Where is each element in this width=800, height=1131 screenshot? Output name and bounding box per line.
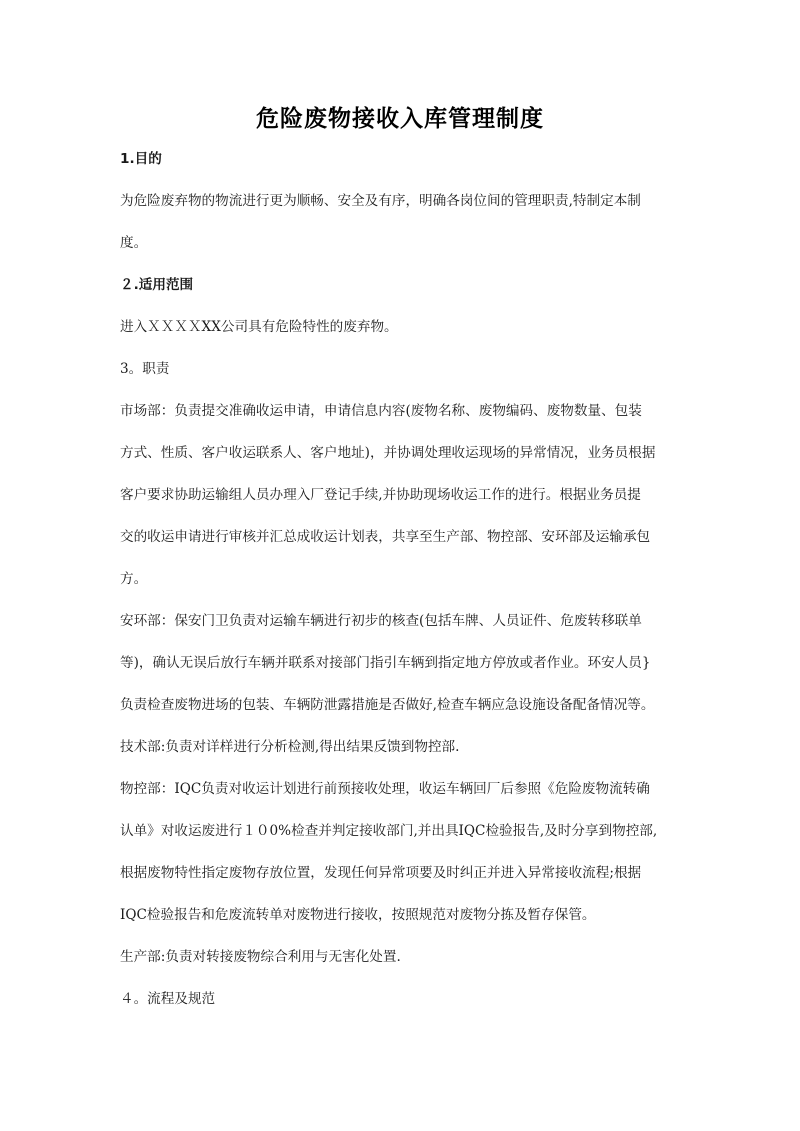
duty-material-line: IQC检验报告和危废流转单对废物进行接收，按照规范对废物分拣及暂存保管。 (120, 907, 596, 923)
duty-material-line: 认单》对收运废进行１０0%检查并判定接收部门,并出具IQC检验报告,及时分享到物控部, (120, 823, 658, 839)
duty-safety-line: 安环部：保安门卫负责对运输车辆进行初步的核查(包括车牌、人员证件、危废转移联单 (120, 613, 642, 629)
duty-market-line: 市场部：负责提交准确收运申请，申请信息内容(废物名称、废物编码、废物数量、包装 (120, 403, 642, 419)
duty-material-line: 根据废物特性指定废物存放位置，发现任何异常项要及时纠正并进入异常接收流程;根据 (120, 865, 642, 881)
duty-market-line: 交的收运申请进行审核并汇总成收运计划表，共享至生产部、物控部、安环部及运输承包 (120, 529, 651, 545)
duty-market-line: 方式、性质、客户收运联系人、客户地址)，并协调处理收运现场的异常情况，业务员根据 (120, 445, 656, 461)
purpose-line: 度。 (120, 235, 148, 251)
duty-market-line: 方。 (120, 571, 148, 587)
duty-safety-line: 负责检查废物进场的包装、车辆防泄露措施是否做好,检查车辆应急设施设备配备情况等。 (120, 697, 655, 713)
duty-safety-line: 等)，确认无误后放行车辆并联系对接部门指引车辆到指定地方停放或者作业。环安人员} (120, 655, 651, 671)
section-heading-scope: ２.适用范围 (120, 277, 194, 293)
duty-production-line: 生产部:负责对转接废物综合利用与无害化处置. (120, 949, 401, 965)
section-heading-duties: 3。职责 (120, 361, 170, 377)
purpose-line: 为危险废弃物的物流进行更为顺畅、安全及有序，明确各岗位间的管理职责,特制定本制 (120, 193, 641, 209)
section-heading-purpose: 1.目的 (120, 151, 162, 167)
scope-line: 进入ＸＸＸＸXX公司具有危险特性的废弃物。 (120, 319, 398, 335)
section-heading-process: ４。流程及规范 (120, 991, 216, 1007)
duty-market-line: 客户要求协助运输组人员办理入厂登记手续,并协助现场收运工作的进行。根据业务员提 (120, 487, 641, 503)
duty-tech-line: 技术部:负责对详样进行分析检测,得出结果反馈到物控部. (120, 739, 460, 755)
document-title: 危险废物接收入库管理制度 (256, 106, 544, 132)
duty-material-line: 物控部：IQC负责对收运计划进行前预接收处理，收运车辆回厂后参照《危险废物流转确 (120, 781, 650, 797)
